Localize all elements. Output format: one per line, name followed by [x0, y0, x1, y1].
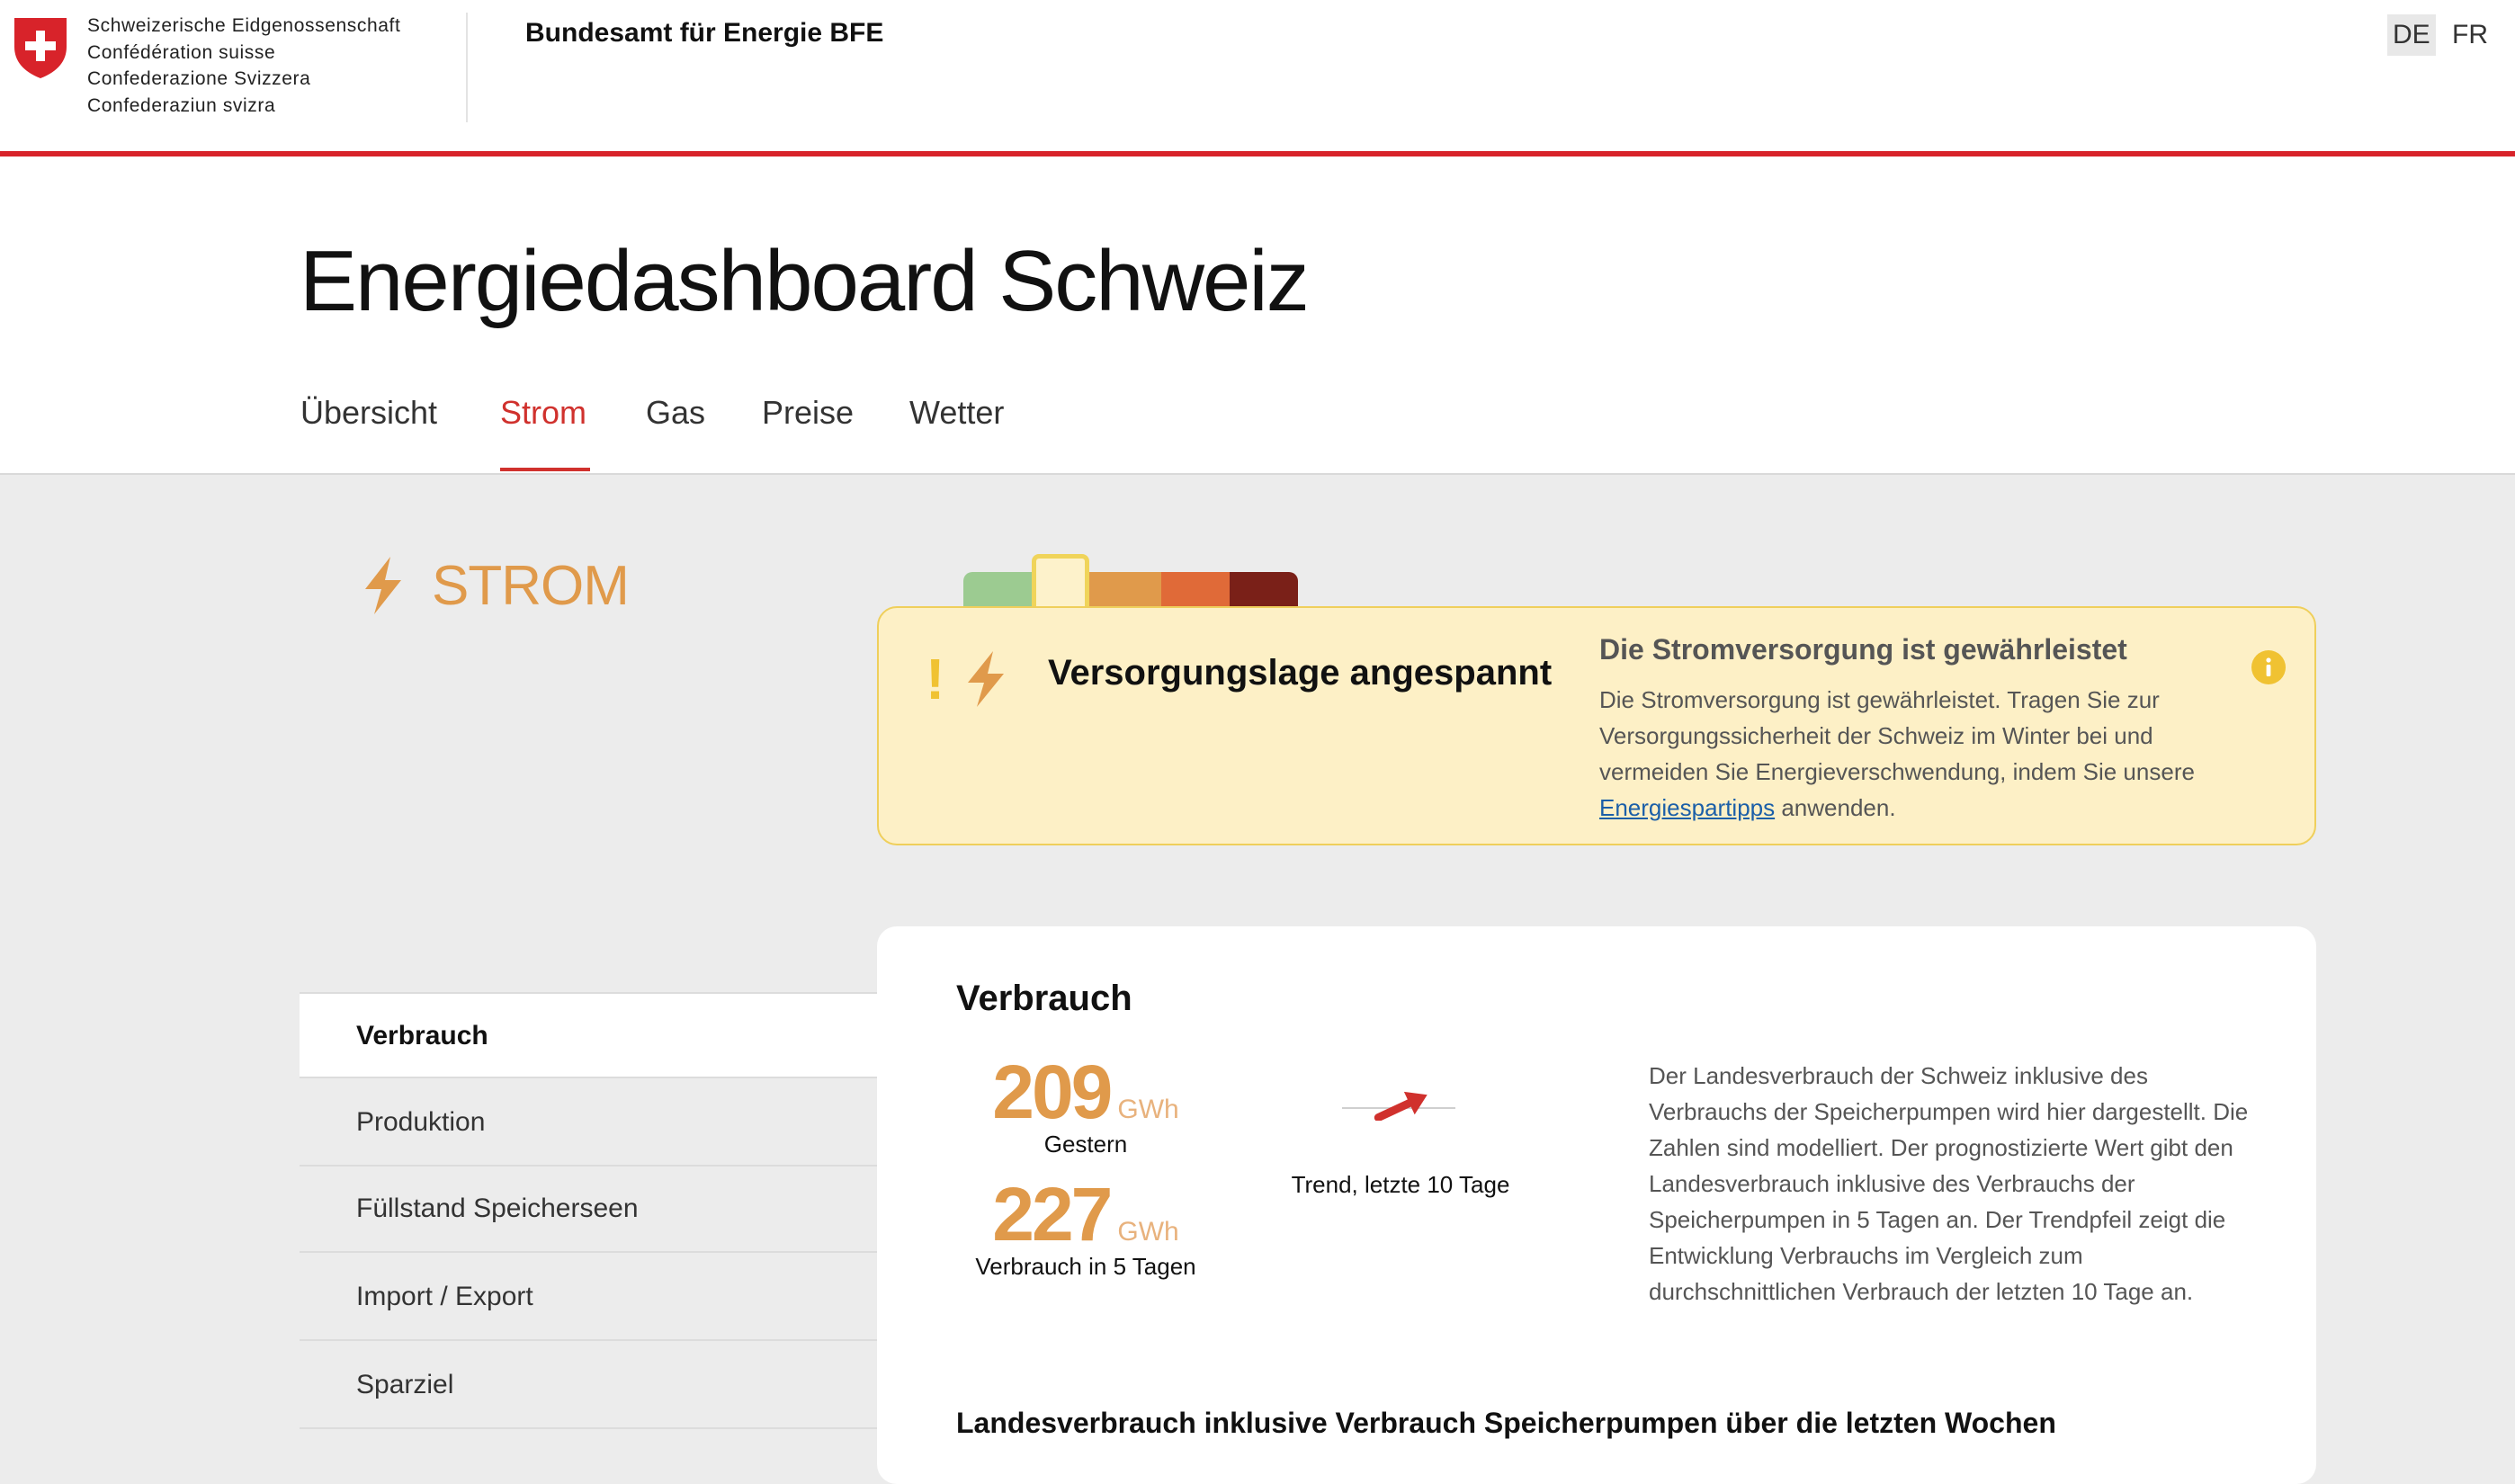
swiss-coat-of-arms-icon[interactable]: [13, 16, 68, 79]
sidebar-item-import-export[interactable]: Import / Export: [300, 1255, 877, 1341]
consumption-description: Der Landesverbrauch der Schweiz inklusive des Verbrauchs der Speicherpumpen wird hier dargestellt. Die Zahlen sind modelliert. Der prognostizierte Wert gibt den Landesverbrauch inklusive des Verbrauchs der Speicherpumpen in 5 Tagen an. Der Trendpfeil zeigt die Entwicklung Verbrauchs im Vergleich zum durchschnittlichen Verbrauch der letzten 10 Tage an.: [1649, 1062, 2249, 1305]
language-de[interactable]: DE: [2387, 14, 2436, 56]
kpi-forecast-label: Verbrauch in 5 Tagen: [975, 1253, 1196, 1280]
site-header: [0, 0, 2515, 156]
card-title: Verbrauch: [956, 979, 1132, 1018]
alert-body-text: Die Stromversorgung ist gewährleistet. Tragen Sie zur Versorgungssicherheit der Schweiz im Winter bei und vermeiden Sie Energieverschwendung, indem Sie unsere: [1599, 686, 2195, 785]
kpi-forecast-unit: GWh: [1117, 1217, 1179, 1247]
tab-gas[interactable]: Gas: [646, 394, 706, 431]
confederation-name-fr: Confédération suisse: [87, 41, 276, 63]
sidebar-item-speicherseen[interactable]: Füllstand Speicherseen: [300, 1167, 877, 1253]
tab-preise[interactable]: Preise: [762, 394, 855, 431]
confederation-name-rm: Confederaziun svizra: [87, 94, 276, 116]
alert-subheading: Die Stromversorgung ist gewährleistet: [1599, 633, 2127, 666]
title-area: [0, 156, 2515, 475]
active-tab-indicator: [500, 468, 590, 471]
alert-body-suffix: anwenden.: [1775, 794, 1896, 821]
trend-label: Trend, letzte 10 Tage: [1291, 1171, 1510, 1198]
tab-strom[interactable]: Strom: [500, 394, 587, 431]
warning-exclamation-icon: !: [926, 647, 945, 711]
language-fr[interactable]: FR: [2452, 20, 2488, 49]
confederation-names[interactable]: [87, 13, 400, 119]
supply-status-alert: [877, 606, 2316, 845]
header-divider: [466, 13, 468, 122]
confederation-name-de: Schweizerische Eidgenossenschaft: [87, 15, 401, 36]
alert-body: [1599, 682, 2247, 826]
page-title: Energiedashboard Schweiz: [300, 233, 1308, 329]
lightning-bolt-icon: [358, 555, 408, 616]
kpi-yesterday-unit: GWh: [1117, 1095, 1179, 1124]
kpi-yesterday-label: Gestern: [1043, 1131, 1128, 1158]
alert-heading: Versorgungslage angespannt: [1048, 653, 1553, 693]
kpi-forecast-value: 227: [992, 1172, 1111, 1256]
sidebar-item-produktion[interactable]: Produktion: [300, 1080, 877, 1167]
confederation-name-it: Confederazione Svizzera: [87, 68, 311, 89]
sidebar-item-verbrauch[interactable]: Verbrauch: [300, 992, 877, 1078]
office-name[interactable]: Bundesamt für Energie BFE: [525, 18, 884, 48]
status-level-5: [1230, 572, 1298, 610]
consumption-card: [877, 926, 2316, 1484]
status-level-4: [1161, 572, 1230, 610]
section-title: STROM: [432, 554, 629, 617]
tab-overview[interactable]: Übersicht: [300, 394, 438, 431]
status-level-current: [1032, 554, 1089, 613]
status-level-1: [963, 572, 1032, 610]
status-level-3: [1089, 572, 1161, 610]
kpi-yesterday-value: 209: [992, 1050, 1111, 1134]
energy-saving-tips-link[interactable]: Energiespartipps: [1599, 794, 1776, 821]
lightning-bolt-icon: [962, 649, 1009, 709]
section-heading: [358, 554, 629, 617]
chart-heading: Landesverbrauch inklusive Verbrauch Speicherpumpen über die letzten Wochen: [956, 1407, 2056, 1439]
kpi-forecast: [942, 1171, 1230, 1281]
kpi-yesterday: [942, 1049, 1230, 1158]
sidebar-item-sparziel[interactable]: Sparziel: [300, 1343, 877, 1429]
trend-arrow-icon: [1340, 1081, 1457, 1121]
info-icon[interactable]: [2251, 649, 2287, 685]
tab-wetter[interactable]: Wetter: [909, 394, 1005, 431]
alert-icons: [926, 649, 1009, 709]
